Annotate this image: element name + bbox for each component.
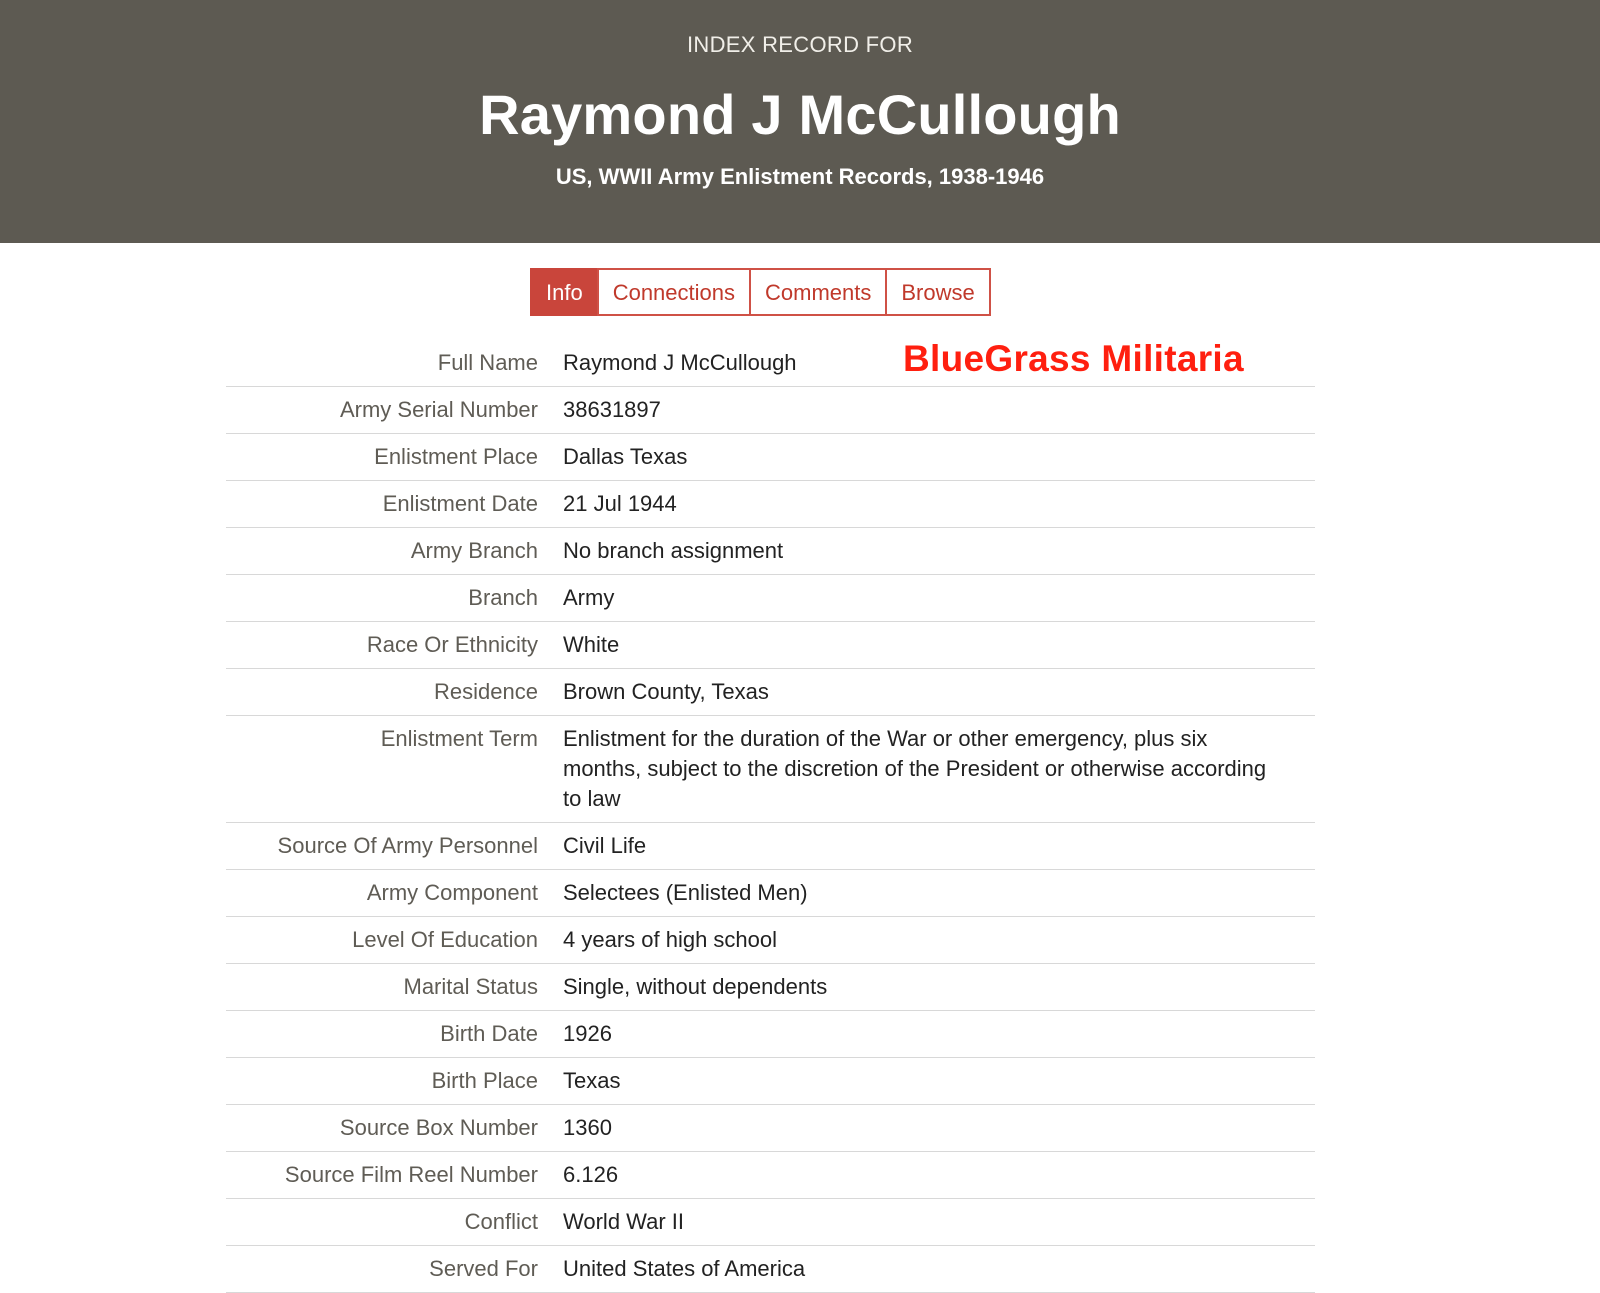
field-value: 4 years of high school <box>563 927 778 952</box>
field-row <box>226 716 1315 823</box>
field-row <box>226 870 1315 917</box>
field-value: 1926 <box>563 1021 612 1046</box>
field-label: Source Film Reel Number <box>284 1162 538 1187</box>
field-row <box>226 669 1315 716</box>
field-row <box>226 528 1315 575</box>
field-row <box>226 1152 1315 1199</box>
field-row <box>226 340 1315 387</box>
field-row <box>226 622 1315 669</box>
field-label: Branch <box>468 585 538 610</box>
field-row <box>226 964 1315 1011</box>
field-label: Birth Place <box>431 1068 538 1093</box>
field-value: Civil Life <box>563 833 647 858</box>
field-row <box>226 481 1315 528</box>
field-value: 1360 <box>563 1115 612 1140</box>
field-value: Single, without dependents <box>563 974 828 999</box>
field-row <box>226 1105 1315 1152</box>
record-header <box>0 0 1600 243</box>
tab-comments[interactable]: Comments <box>749 268 887 316</box>
watermark-text: BlueGrass Militaria <box>903 338 1244 379</box>
field-row <box>226 1246 1315 1293</box>
field-label: Residence <box>434 679 538 704</box>
page-title: Raymond J McCullough <box>479 83 1121 146</box>
field-label: Enlistment Date <box>382 491 538 516</box>
field-value: Texas <box>563 1068 621 1093</box>
field-label: Army Component <box>366 880 538 905</box>
field-label: Enlistment Place <box>374 444 538 469</box>
tab-browse[interactable]: Browse <box>885 268 990 316</box>
field-value: No branch assignment <box>563 538 784 563</box>
field-value: United States of America <box>563 1256 806 1281</box>
field-row <box>226 575 1315 622</box>
field-row <box>226 1058 1315 1105</box>
field-value: Brown County, Texas <box>563 679 769 704</box>
field-label: Army Branch <box>410 538 538 563</box>
field-label: Race Or Ethnicity <box>366 632 538 657</box>
field-value: 21 Jul 1944 <box>563 491 677 516</box>
field-value: World War II <box>563 1209 685 1234</box>
field-label: Enlistment Term <box>380 726 538 751</box>
field-value: Selectees (Enlisted Men) <box>563 880 808 905</box>
field-row <box>226 387 1315 434</box>
field-value: White <box>563 632 620 657</box>
field-label: Level Of Education <box>352 927 538 952</box>
field-row <box>226 1199 1315 1246</box>
field-value: 6.126 <box>563 1162 619 1187</box>
field-label: Full Name <box>437 350 538 375</box>
field-label: Army Serial Number <box>339 397 538 422</box>
field-label: Source Box Number <box>339 1115 538 1140</box>
header-kicker: INDEX RECORD FOR <box>686 32 914 57</box>
collection-title: US, WWII Army Enlistment Records, 1938-1946 <box>555 164 1045 189</box>
field-value: Raymond J McCullough <box>563 350 797 375</box>
field-label: Served For <box>429 1256 538 1281</box>
field-label: Birth Date <box>440 1021 538 1046</box>
field-row <box>226 823 1315 870</box>
field-value: Enlistment for the duration of the War or other emergency, plus six months, subject to the discretion of the President or otherwise according to law <box>563 726 1267 811</box>
field-value: 38631897 <box>563 397 661 422</box>
field-row <box>226 917 1315 964</box>
tab-info[interactable]: Info <box>530 268 599 316</box>
field-label: Conflict <box>464 1209 538 1234</box>
field-row <box>226 1011 1315 1058</box>
field-label: Marital Status <box>403 974 538 999</box>
tab-connections[interactable]: Connections <box>597 268 751 316</box>
record-fields <box>226 340 1315 1293</box>
field-value: Army <box>563 585 615 610</box>
field-value: Dallas Texas <box>563 444 688 469</box>
field-row <box>226 434 1315 481</box>
record-tabs <box>530 268 991 316</box>
field-label: Source Of Army Personnel <box>277 833 538 858</box>
